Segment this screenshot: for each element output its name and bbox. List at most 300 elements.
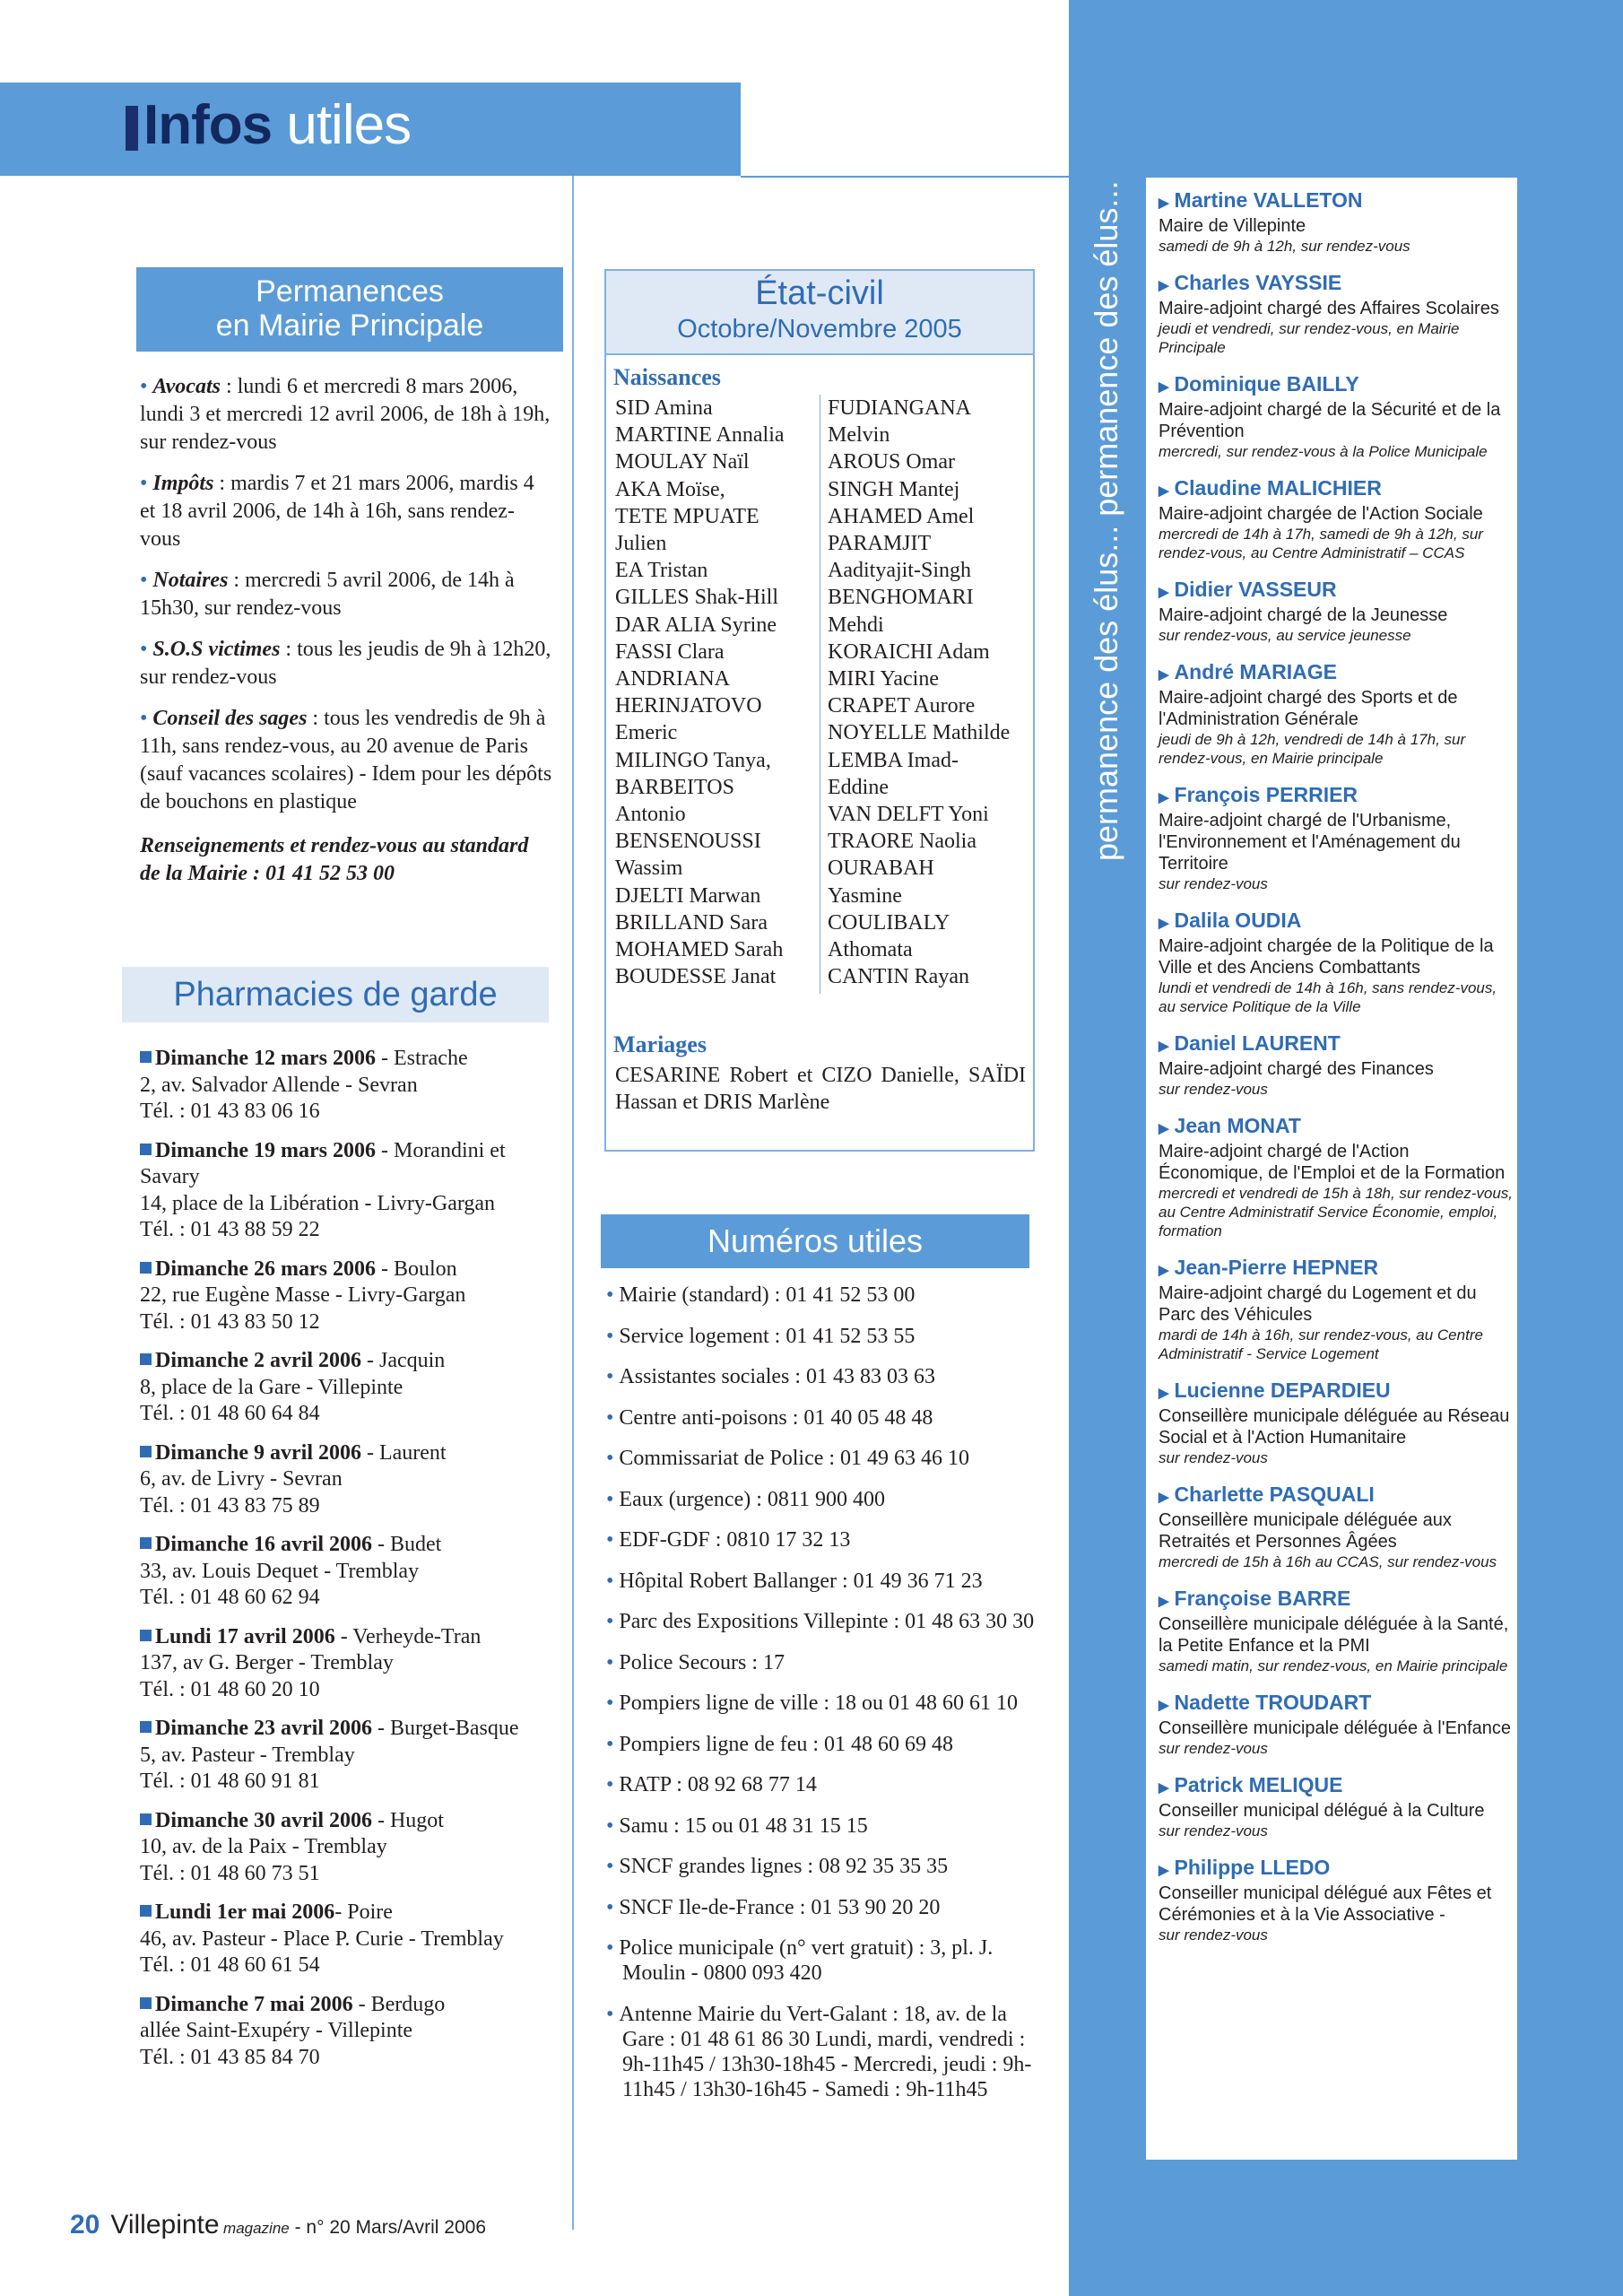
- bullet: •: [606, 1936, 614, 1960]
- naissance-name: BENSENOUSSI: [615, 830, 761, 854]
- pharmacy-name: - Jacquin: [360, 1349, 446, 1372]
- numeros-heading: Numéros utiles: [601, 1214, 1029, 1268]
- naissance-name: TETE MPUATE: [615, 504, 759, 528]
- mariages-label: Mariages: [613, 1031, 707, 1057]
- elu-role: Conseiller municipal délégué à la Culture: [1159, 1801, 1485, 1821]
- numero-text: Hôpital Robert Ballanger : 01 49 36 71 23: [619, 1569, 983, 1593]
- numero-item: [606, 1446, 1037, 1471]
- naissance-name: GILLES Shak-Hill: [615, 586, 778, 610]
- naissance-name: SID Amina: [615, 396, 713, 420]
- elu-item: [1159, 660, 1517, 768]
- permanences-heading: [136, 267, 563, 352]
- pharmacy-heading: [140, 1440, 554, 1467]
- pharmacy-item: [140, 1716, 554, 1796]
- mariage-entry: SAÏDI Hassan et DRIS Marlène: [615, 1064, 1027, 1114]
- naissance-name: BENGHOMARI: [828, 586, 974, 610]
- pharmacy-item: [140, 1808, 554, 1888]
- pharmacy-address: 14, place de la Libération - Livry-Gargan: [140, 1191, 496, 1215]
- pharmacy-name: - Morandini et Savary: [140, 1138, 506, 1188]
- mariage-entry: CESARINE Robert et CIZO Danielle,: [615, 1064, 959, 1087]
- elu-name: [1159, 1691, 1517, 1718]
- bullet: •: [140, 569, 153, 592]
- naissance-name: FUDIANGANA: [828, 396, 971, 420]
- naissance-name: DJELTI Marwan: [615, 883, 761, 908]
- pharmacy-address: 10, av. de la Paix - Tremblay: [140, 1835, 387, 1858]
- elu-name-text: Daniel LAURENT: [1174, 1031, 1341, 1055]
- elu-item: [1159, 1031, 1517, 1099]
- pharmacy-heading: [140, 1808, 554, 1835]
- elu-hours: mercredi et vendredi de 15h à 18h, sur rendez-vous, au Centre Administratif Service Économie, emploi, formation: [1159, 1185, 1514, 1239]
- elu-name-text: Didier VASSEUR: [1174, 578, 1337, 601]
- elu-hours: sur rendez-vous: [1159, 1081, 1268, 1098]
- pharmacy-tel: Tél. : 01 48 60 20 10: [140, 1677, 320, 1701]
- elu-item: [1159, 1483, 1517, 1571]
- naissance-name: AROUS Omar: [828, 450, 955, 474]
- numero-text: Pompiers ligne de ville : 18 ou 01 48 60 61 10: [619, 1692, 1019, 1715]
- naissances-column-1: [615, 395, 818, 990]
- pharmacy-date: Dimanche 26 mars 2006: [155, 1257, 376, 1281]
- elu-name-text: Dominique BAILLY: [1174, 372, 1359, 396]
- pharmacy-name: - Boulon: [375, 1257, 457, 1281]
- square-bullet-icon: [140, 1997, 152, 2009]
- permanence-note: Renseignements et rendez-vous au standard de la Mairie : 01 41 52 53 00: [140, 834, 529, 885]
- elu-hours: sur rendez-vous, au service jeunesse: [1159, 627, 1411, 644]
- square-bullet-icon: [140, 1721, 152, 1733]
- pharmacy-name: - Budet: [371, 1533, 442, 1556]
- bullet: •: [140, 707, 153, 730]
- elu-item: [1159, 271, 1517, 357]
- elu-hours: sur rendez-vous: [1159, 1740, 1268, 1757]
- square-bullet-icon: [140, 1813, 152, 1825]
- numero-item: [606, 1324, 1037, 1349]
- elu-name-text: Patrick MELIQUE: [1174, 1773, 1343, 1796]
- numero-item: [606, 1772, 1037, 1797]
- triangle-bullet-icon: ▶: [1159, 1039, 1169, 1054]
- elu-name-text: Martine VALLETON: [1174, 188, 1363, 212]
- elu-item: [1159, 909, 1517, 1016]
- permanence-item: [140, 636, 554, 691]
- bullet: •: [606, 1324, 614, 1348]
- numero-item: [606, 1569, 1037, 1594]
- naissance-name: NOYELLE Mathilde: [828, 721, 1011, 745]
- magazine-name: Villepinte: [110, 2210, 220, 2239]
- mariages-list: [615, 1062, 1026, 1116]
- triangle-bullet-icon: ▶: [1159, 667, 1169, 683]
- bullet: •: [606, 2002, 614, 2026]
- numero-text: EDF-GDF : 0810 17 32 13: [619, 1528, 851, 1552]
- elu-name-text: Jean-Pierre HEPNER: [1174, 1256, 1379, 1279]
- naissance-name: FASSI Clara: [615, 639, 725, 664]
- bullet: •: [606, 1283, 614, 1307]
- bullet: •: [606, 1610, 614, 1633]
- permanence-text: : mardis 7 et 21 mars 2006, mardis 4 et 18 avril 2006, de 14h à 16h, sans rendez-vous: [140, 472, 534, 551]
- pharmacy-tel: Tél. : 01 48 60 62 94: [140, 1586, 320, 1609]
- naissance-name: HERINJATOVO: [615, 694, 762, 718]
- pharmacy-date: Dimanche 12 mars 2006: [155, 1047, 376, 1070]
- pharmacy-tel: Tél. : 01 48 60 73 51: [140, 1861, 320, 1885]
- naissance-name: MARTINE Annalia: [615, 423, 785, 448]
- bullet: •: [140, 375, 153, 398]
- triangle-bullet-icon: ▶: [1159, 379, 1169, 395]
- bullet: •: [606, 1487, 614, 1511]
- bullet: •: [606, 1895, 614, 1919]
- elu-role: Conseillère municipale déléguée aux Retraités et Personnes Âgées: [1159, 1510, 1452, 1552]
- pharmacy-heading: [140, 1046, 554, 1073]
- numero-text: SNCF grandes lignes : 08 92 35 35 35: [619, 1855, 949, 1878]
- naissance-name: Aadityajit-Singh: [828, 559, 971, 583]
- numero-text: Parc des Expositions Villepinte : 01 48 63 30 30: [619, 1610, 1035, 1633]
- bullet: •: [606, 1528, 614, 1552]
- pharmacy-item: [140, 1532, 554, 1612]
- elu-name: [1159, 1587, 1517, 1613]
- naissance-name: BOUDESSE Janat: [615, 965, 777, 989]
- elu-item: [1159, 1378, 1517, 1467]
- etat-civil-subtitle: Octobre/Novembre 2005: [677, 315, 962, 344]
- pharmacy-tel: Tél. : 01 48 60 61 54: [140, 1953, 320, 1977]
- elu-hours: jeudi de 9h à 12h, vendredi de 14h à 17h, sur rendez-vous, en Mairie principale: [1159, 731, 1466, 767]
- pharmacy-heading: [140, 1138, 554, 1191]
- pharmacy-name: - Burget-Basque: [371, 1717, 519, 1740]
- elu-hours: sur rendez-vous: [1159, 1926, 1268, 1944]
- square-bullet-icon: [140, 1051, 152, 1063]
- square-bullet-icon: [140, 1144, 152, 1155]
- elu-item: [1159, 1587, 1517, 1675]
- naissance-name: OURABAH: [828, 857, 934, 881]
- naissance-name: KORAICHI Adam: [828, 639, 990, 664]
- bullet: •: [606, 1813, 614, 1838]
- elu-name: [1159, 1483, 1517, 1509]
- naissance-name: EA Tristan: [615, 559, 708, 583]
- numero-item: [606, 1854, 1037, 1879]
- triangle-bullet-icon: ▶: [1159, 1863, 1169, 1878]
- pharmacy-heading: [140, 1257, 554, 1283]
- square-bullet-icon: [140, 1537, 152, 1549]
- bullet: •: [606, 1650, 614, 1674]
- naissance-name: Mehdi: [828, 613, 884, 637]
- elu-role: Maire-adjoint chargée de l'Action Sociale: [1159, 504, 1483, 524]
- pharmacy-item: [140, 1440, 554, 1520]
- bullet: •: [606, 1773, 614, 1796]
- pharmacy-heading: [140, 1532, 554, 1559]
- pharmacy-tel: Tél. : 01 43 83 06 16: [140, 1100, 320, 1123]
- naissance-name: Wassim: [615, 857, 683, 881]
- pharmacy-tel: Tél. : 01 48 60 64 84: [140, 1402, 320, 1425]
- elu-role: Maire-adjoint chargée de la Politique de la Ville et des Anciens Combattants: [1159, 936, 1494, 978]
- numero-text: Centre anti-poisons : 01 40 05 48 48: [619, 1405, 933, 1430]
- pharmacy-name: - Estrache: [375, 1047, 468, 1070]
- bullet: •: [140, 472, 153, 495]
- elu-name: [1159, 188, 1517, 215]
- elu-role: Conseillère municipale déléguée à la Santé, la Petite Enfance et la PMI: [1159, 1614, 1509, 1656]
- naissance-name: Julien: [615, 532, 667, 556]
- etat-civil-heading: [606, 271, 1033, 355]
- elu-name: [1159, 1031, 1517, 1058]
- numero-text: Commissariat de Police : 01 49 63 46 10: [619, 1447, 970, 1470]
- numero-item: [606, 1487, 1037, 1512]
- square-bullet-icon: [140, 1262, 152, 1274]
- numero-item: [606, 1935, 1037, 1986]
- pharmacy-name: - Verheyde-Tran: [334, 1624, 482, 1648]
- pharmacies-list: [140, 1046, 554, 2083]
- pharmacy-item: [140, 1900, 554, 1979]
- elu-name: [1159, 1773, 1517, 1800]
- triangle-bullet-icon: ▶: [1159, 278, 1169, 293]
- numero-text: Samu : 15 ou 01 48 31 15 15: [619, 1813, 868, 1838]
- pharmacy-date: Lundi 17 avril 2006: [155, 1624, 335, 1648]
- pharmacy-tel: Tél. : 01 48 60 91 81: [140, 1770, 320, 1793]
- elu-name-text: Philippe LLEDO: [1174, 1856, 1331, 1879]
- elu-name: [1159, 578, 1517, 604]
- numero-text: Eaux (urgence) : 0811 900 400: [619, 1487, 885, 1511]
- pharmacy-date: Dimanche 9 avril 2006: [155, 1440, 361, 1465]
- naissance-name: ANDRIANA: [615, 667, 730, 691]
- elu-name-text: Charles VAYSSIE: [1174, 271, 1342, 294]
- pharmacy-date: Lundi 1er mai 2006: [155, 1900, 335, 1924]
- naissances-label: Naissances: [613, 364, 721, 390]
- naissance-name: CRAPET Aurore: [828, 694, 976, 718]
- numero-item: [606, 1732, 1037, 1757]
- pharmacy-name: - Poire: [334, 1900, 393, 1924]
- square-bullet-icon: [140, 1353, 152, 1365]
- permanence-label: Notaires: [152, 569, 229, 592]
- header-underline: [741, 176, 1069, 178]
- naissance-name: DAR ALIA Syrine: [615, 613, 777, 637]
- pharmacy-tel: Tél. : 01 43 83 50 12: [140, 1309, 320, 1334]
- elu-hours: samedi matin, sur rendez-vous, en Mairie principale: [1159, 1657, 1508, 1674]
- pharmacy-heading: [140, 1992, 554, 2019]
- pharmacy-name: - Berdugo: [352, 1992, 446, 2016]
- numero-text: Service logement : 01 41 52 53 55: [619, 1324, 916, 1348]
- elu-hours: sur rendez-vous: [1159, 875, 1268, 892]
- naissance-name: SINGH Mantej: [828, 477, 960, 501]
- permanence-text: : tous les vendredis de 9h à 11h, sans rendez-vous, au 20 avenue de Paris (sauf vacances scolaires) - Idem pour les dépôts de bouchons en plastique: [140, 707, 552, 813]
- elu-role: Maire-adjoint chargé du Logement et du Parc des Véhicules: [1159, 1283, 1477, 1325]
- pharmacy-heading: [140, 1348, 554, 1375]
- pharmacy-name: - Hugot: [371, 1808, 444, 1832]
- permanence-label: Conseil des sages: [152, 707, 308, 730]
- pharmacy-date: Dimanche 2 avril 2006: [155, 1349, 361, 1372]
- permanence-label: Impôts: [152, 472, 214, 495]
- elu-role: Maire-adjoint chargé de la Sécurité et de la Prévention: [1159, 400, 1501, 441]
- elu-hours: mardi de 14h à 16h, sur rendez-vous, au Centre Administratif - Service Logement: [1159, 1326, 1483, 1362]
- elu-role: Maire-adjoint chargé des Affaires Scolaires: [1159, 299, 1499, 318]
- elu-name: [1159, 1856, 1517, 1883]
- pharmacy-address: 33, av. Louis Dequet - Tremblay: [140, 1559, 420, 1583]
- elu-name-text: André MARIAGE: [1174, 660, 1337, 683]
- naissance-name: COULIBALY: [828, 910, 950, 935]
- etat-civil-title: État-civil: [755, 274, 884, 312]
- numero-item: [606, 1650, 1037, 1675]
- elu-role: Conseillère municipale déléguée au Réseau Social et à l'Action Humanitaire: [1159, 1406, 1510, 1448]
- permanences-heading-line1: Permanences: [256, 274, 444, 309]
- pharmacy-address: 137, av G. Berger - Tremblay: [140, 1651, 394, 1674]
- elus-panel: [1146, 178, 1517, 2160]
- pharmacy-date: Dimanche 7 mai 2006: [155, 1992, 353, 2016]
- elu-item: [1159, 578, 1517, 645]
- page-title: [143, 93, 411, 157]
- permanence-label: S.O.S victimes: [152, 638, 281, 661]
- naissance-name: TRAORE Naolia: [828, 830, 976, 854]
- pharmacy-address: 5, av. Pasteur - Tremblay: [140, 1743, 355, 1767]
- naissance-name: BARBEITOS: [615, 775, 734, 799]
- issue-info: - n° 20 Mars/Avril 2006: [289, 2217, 487, 2238]
- elu-hours: mercredi, sur rendez-vous à la Police Municipale: [1159, 443, 1488, 460]
- permanence-item: [140, 567, 554, 622]
- elu-item: [1159, 372, 1517, 461]
- elu-hours: mercredi de 15h à 16h au CCAS, sur rendez-vous: [1159, 1553, 1497, 1570]
- naissance-name: Antonio: [615, 803, 686, 827]
- pharmacy-date: Dimanche 19 mars 2006: [155, 1138, 376, 1162]
- naissance-name: AHAMED Amel: [828, 504, 975, 528]
- elu-name: [1159, 271, 1517, 298]
- triangle-bullet-icon: ▶: [1159, 790, 1169, 805]
- bullet: •: [140, 638, 153, 661]
- elu-role: Maire-adjoint chargé des Finances: [1159, 1059, 1434, 1079]
- naissance-name: Melvin: [828, 423, 890, 448]
- square-bullet-icon: [140, 1630, 152, 1641]
- elu-item: [1159, 1856, 1517, 1944]
- elu-name-text: Dalila OUDIA: [1174, 909, 1302, 932]
- elu-hours: sur rendez-vous: [1159, 1822, 1268, 1839]
- square-bullet-icon: [140, 1446, 152, 1457]
- page-number: 20: [70, 2210, 100, 2239]
- elu-name-text: Charlette PASQUALI: [1174, 1483, 1375, 1506]
- numeros-list: [606, 1283, 1037, 2118]
- pharmacy-item: [140, 1348, 554, 1428]
- elu-hours: sur rendez-vous: [1159, 1449, 1268, 1466]
- page-title-bold: Infos: [143, 94, 273, 156]
- elu-name: [1159, 372, 1517, 399]
- elu-role: Conseillère municipale déléguée à l'Enfance: [1159, 1718, 1511, 1738]
- elu-hours: jeudi et vendredi, sur rendez-vous, en Mairie Principale: [1159, 320, 1460, 356]
- elu-item: [1159, 188, 1517, 256]
- column-divider: [572, 176, 574, 2230]
- elu-role: Maire de Villepinte: [1159, 216, 1306, 236]
- pharmacies-heading: Pharmacies de garde: [122, 967, 549, 1022]
- permanence-label: Avocats: [152, 375, 221, 398]
- elu-name-text: Lucienne DEPARDIEU: [1174, 1378, 1391, 1402]
- permanence-text: : lundi 6 et mercredi 8 mars 2006, lundi 3 et mercredi 12 avril 2006, de 18h à 19h, sur rendez-vous: [140, 375, 551, 454]
- elu-name: [1159, 1378, 1517, 1405]
- numero-item: [606, 1691, 1037, 1716]
- numero-text: RATP : 08 92 68 77 14: [619, 1773, 817, 1796]
- bullet: •: [606, 1365, 614, 1388]
- pharmacy-address: 6, av. de Livry - Sevran: [140, 1467, 343, 1491]
- elu-name-text: Jean MONAT: [1174, 1114, 1301, 1137]
- pharmacy-item: [140, 1624, 554, 1704]
- pharmacy-item: [140, 1992, 554, 2072]
- pharmacy-address: allée Saint-Exupéry - Villepinte: [140, 2019, 413, 2042]
- numero-item: [606, 1609, 1037, 1634]
- elu-item: [1159, 1691, 1517, 1758]
- triangle-bullet-icon: ▶: [1159, 585, 1169, 600]
- elu-item: [1159, 476, 1517, 562]
- naissance-name: PARAMJIT: [828, 532, 932, 556]
- permanence-item: [140, 705, 554, 816]
- etat-civil-box: [604, 269, 1035, 1152]
- elu-role: Conseiller municipal délégué aux Fêtes et Cérémonies et à la Vie Associative -: [1159, 1883, 1492, 1925]
- numero-item: [606, 1283, 1037, 1308]
- permanences-list: [140, 373, 554, 888]
- elu-name: [1159, 476, 1517, 503]
- naissance-name: Athomata: [828, 938, 913, 962]
- numero-item: [606, 2002, 1037, 2102]
- bullet: •: [606, 1405, 614, 1430]
- numero-item: [606, 1895, 1037, 1920]
- bullet: •: [606, 1855, 614, 1878]
- elu-name: [1159, 1114, 1517, 1141]
- sidebar-vertical-label: permanence des élus... permanence des élus...: [1088, 180, 1124, 861]
- pharmacy-tel: Tél. : 01 43 83 75 89: [140, 1493, 320, 1518]
- pharmacy-tel: Tél. : 01 43 85 84 70: [140, 2045, 320, 2069]
- naissance-name: MOHAMED Sarah: [615, 938, 784, 962]
- elu-role: Maire-adjoint chargé de la Jeunesse: [1159, 605, 1448, 625]
- pharmacy-tel: Tél. : 01 43 88 59 22: [140, 1218, 320, 1241]
- elu-item: [1159, 1114, 1517, 1240]
- numero-text: Antenne Mairie du Vert-Galant : 18, av. de la Gare : 01 48 61 86 30 Lundi, mardi, vendredi : 9h-11h45 / 13h30-18h45 - Mercredi, jeudi : 9h-11h45 / 13h30-16h45 - Samedi : 9h-11h45: [619, 2002, 1032, 2101]
- pharmacy-address: 22, rue Eugène Masse - Livry-Gargan: [140, 1283, 466, 1307]
- bullet: •: [606, 1692, 614, 1715]
- elu-hours: samedi de 9h à 12h, sur rendez-vous: [1159, 238, 1410, 255]
- elu-role: Maire-adjoint chargé de l'Action Économique, de l'Emploi et de la Formation: [1159, 1142, 1506, 1183]
- triangle-bullet-icon: ▶: [1159, 1780, 1169, 1796]
- pharmacy-name: - Laurent: [360, 1440, 447, 1465]
- numero-text: Mairie (standard) : 01 41 52 53 00: [619, 1283, 916, 1307]
- elu-hours: lundi et vendredi de 14h à 16h, sans rendez-vous, au service Politique de la Ville: [1159, 979, 1497, 1015]
- elu-name: [1159, 660, 1517, 687]
- elu-hours: mercredi de 14h à 17h, samedi de 9h à 12h, sur rendez-vous, au Centre Administratif – CCAS: [1159, 526, 1483, 561]
- pharmacy-date: Dimanche 16 avril 2006: [155, 1533, 372, 1556]
- elu-name-text: Françoise BARRE: [1174, 1587, 1351, 1610]
- triangle-bullet-icon: ▶: [1159, 1594, 1169, 1609]
- naissance-name: BRILLAND Sara: [615, 910, 768, 935]
- naissance-name: MIRI Yacine: [828, 667, 939, 691]
- bullet: •: [606, 1569, 614, 1593]
- numero-item: [606, 1364, 1037, 1389]
- elu-role: Maire-adjoint chargé des Sports et de l'Administration Générale: [1159, 688, 1458, 729]
- permanence-item: [140, 373, 554, 457]
- naissance-name: LEMBA Imad-: [828, 748, 959, 772]
- elu-name-text: François PERRIER: [1174, 783, 1358, 806]
- naissance-name: CANTIN Rayan: [828, 965, 969, 989]
- numero-text: Pompiers ligne de feu : 01 48 60 69 48: [619, 1732, 954, 1756]
- pharmacy-address: 46, av. Pasteur - Place P. Curie - Tremblay: [140, 1926, 504, 1951]
- elu-item: [1159, 1256, 1517, 1363]
- elu-role: Maire-adjoint chargé de l'Urbanisme, l'Environnement et l'Aménagement du Territoire: [1159, 811, 1461, 874]
- magazine-label: magazine: [223, 2220, 290, 2237]
- triangle-bullet-icon: ▶: [1159, 1698, 1169, 1713]
- numero-item: [606, 1813, 1037, 1839]
- page-title-light: utiles: [286, 94, 412, 156]
- numero-text: SNCF Ile-de-France : 01 53 90 20 20: [619, 1895, 941, 1919]
- pharmacy-heading: [140, 1900, 554, 1926]
- elu-name: [1159, 783, 1517, 810]
- triangle-bullet-icon: ▶: [1159, 1263, 1169, 1278]
- pharmacy-date: Dimanche 30 avril 2006: [155, 1808, 372, 1832]
- triangle-bullet-icon: ▶: [1159, 196, 1169, 211]
- triangle-bullet-icon: ▶: [1159, 1490, 1169, 1505]
- naissance-name: Yasmine: [828, 883, 902, 908]
- pharmacy-heading: [140, 1716, 554, 1743]
- naissance-name: Emeric: [615, 721, 678, 745]
- naissances-columns: [606, 395, 1033, 1022]
- pharmacy-date: Dimanche 23 avril 2006: [155, 1717, 372, 1740]
- naissances-column-2: [820, 395, 1034, 994]
- elu-name-text: Claudine MALICHIER: [1174, 476, 1382, 500]
- footer: [70, 2210, 486, 2240]
- numero-text: Assistantes sociales : 01 43 83 03 63: [619, 1365, 936, 1388]
- elu-name: [1159, 909, 1517, 935]
